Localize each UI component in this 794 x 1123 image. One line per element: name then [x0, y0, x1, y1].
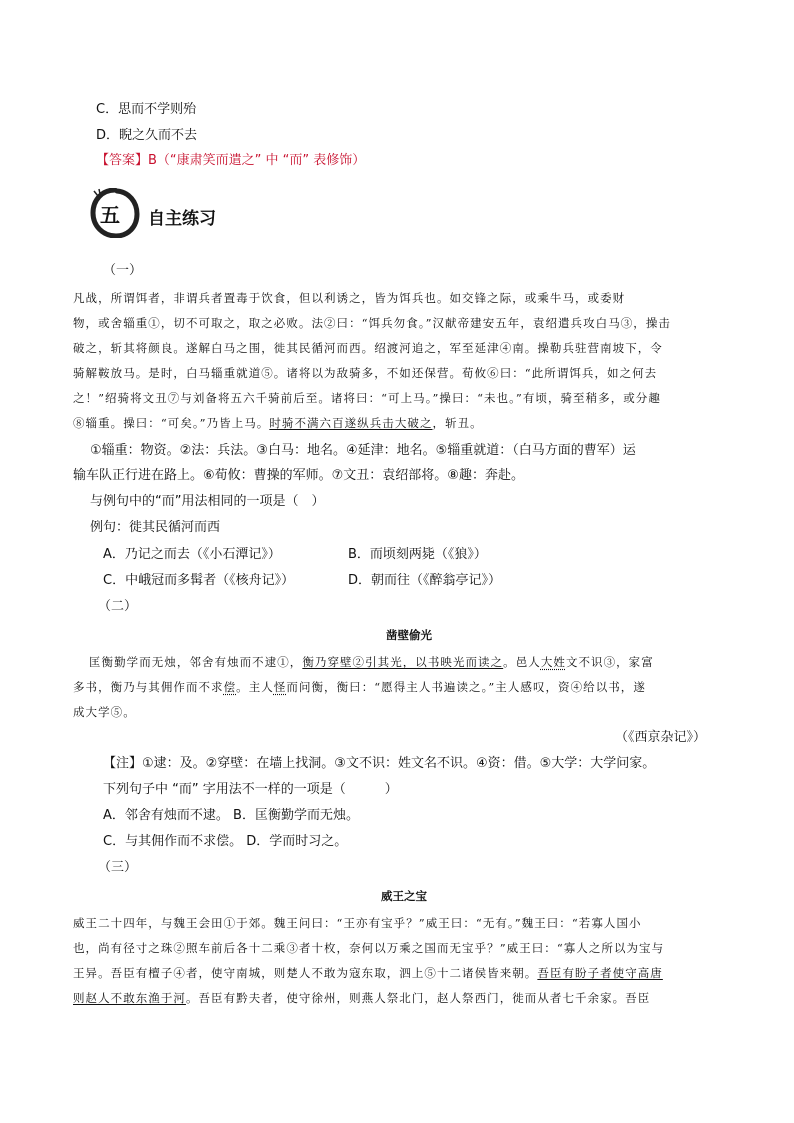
passage2-underlined: 衡乃穿壁②引其光，以书映光而读之 [302, 655, 504, 669]
passage2-line-1-c: 。邑人 [503, 655, 541, 669]
passage2-line-2-e: 而问衡，衡曰：“愿得主人书遍读之。”主人感叹，资④给以书，遂 [286, 680, 646, 694]
passage1-line-5: 之！”绍骑将文丑⑦与刘备将五六千骑前后至。诸将曰：“可上马。”操曰：“未也。”有顷，骑至稍多，或分趣 [73, 391, 661, 405]
section-number-badge [90, 188, 140, 238]
passage1-line-3: 破之，斩其将颜良。遂解白马之围，徙其民循河而西。绍渡河追之，军至延津④南。操勒兵驻营南坡下，令 [73, 341, 663, 355]
passage1-line-6-end: ，斩丑。 [432, 416, 483, 430]
passage3-title: 威王之宝 [381, 889, 427, 903]
passage1-heading: （一） [103, 263, 143, 278]
passage2-options-cd: C．与其佣作而不求偿。 D．学而时习之。 [103, 834, 348, 849]
passage3-underlined-2: 则赵人不敢东渔于河 [73, 991, 186, 1005]
passage3-line-3-a: 王异。吾臣有檀子④者，使守南城，则楚人不敢为寇东取，泗上⑤十二诸侯皆来朝。 [73, 966, 538, 980]
passage1-line-6 [73, 414, 483, 432]
dotted-word-guai: 怪 [273, 680, 287, 694]
passage2-line-2-c: 。主人 [236, 680, 274, 694]
passage2-notes: 【注】①逮：及。②穿壁：在墙上找洞。③文不识：姓文名不识。④资：借。⑤大学：大学问家。 [103, 756, 656, 771]
answer-text: B（“康肃笑而遣之” 中 “而” 表修饰） [148, 153, 366, 168]
passage1-line-6-start: ⑧辎重。操曰：“可矣。”乃皆上马。 [73, 416, 270, 430]
passage1-option-c: C．中峨冠而多髯者（《核舟记》） [103, 573, 295, 588]
passage2-line-2 [73, 678, 646, 696]
option-c: C．思而不学则殆 [96, 102, 197, 117]
passage2-options-ab: A．邻舍有烛而不逮。 B．匡衡勤学而无烛。 [103, 808, 359, 823]
passage1-notes-2: 输车队正行进在路上。⑥荀攸：曹操的军师。⑦文丑：袁绍部将。⑧趣：奔赴。 [73, 468, 524, 483]
passage3-line-1: 威王二十四年，与魏王会田①于郊。魏王问曰：“王亦有宝乎？”威王曰：“无有。”魏王曰：“若寡人国小 [73, 916, 642, 930]
passage2-line-1-a: 匡衡勤学而无烛，邻舍有烛而不逮①， [89, 655, 303, 669]
passage2-heading: （二） [98, 599, 138, 614]
answer-line [96, 152, 365, 170]
passage2-title: 凿壁偷光 [386, 628, 432, 642]
answer-label: 【答案】 [96, 153, 149, 168]
passage2-line-2-a: 多书，衡乃与其佣作而不求 [73, 680, 224, 694]
dotted-word-chang: 偿 [223, 680, 237, 694]
passage3-heading: （三） [98, 860, 138, 875]
passage1-option-a: A．乃记之而去（《小石潭记》） [103, 547, 281, 562]
passage1-question: 与例句中的“而”用法相同的一项是（ ） [90, 494, 325, 509]
passage2-source: （《西京杂记》） [615, 730, 707, 745]
passage3-line-2: 也，尚有径寸之珠②照车前后各十二乘③者十枚，奈何以万乘之国而无宝乎？”威王曰：“寡人之所以为宝与 [73, 941, 665, 955]
underlined-sentence: 时骑不满六百遂纵兵击大破之 [269, 416, 433, 430]
dotted-word-dasing: 大姓 [540, 655, 566, 669]
passage2-line-3: 成大学⑤。 [73, 705, 136, 719]
passage2-line-1-e: 文不识③，家富 [565, 655, 654, 669]
passage1-line-4: 骑解鞍放马。是时，白马辎重就道⑤。诸将以为敌骑多，不如还保营。荀攸⑥曰：“此所谓饵兵，如之何去 [73, 366, 658, 380]
passage1-example: 例句：徙其民循河而西 [90, 520, 221, 535]
section-number: 五 [100, 203, 120, 227]
passage3-line-4 [73, 989, 650, 1007]
passage1-line-1: 凡战，所谓饵者，非谓兵者置毒于饮食，但以利诱之，皆为饵兵也。如交锋之际，或乘牛马，或委财 [73, 291, 626, 305]
option-d: D．睨之久而不去 [96, 128, 198, 143]
section-title: 自主练习 [148, 209, 216, 229]
passage2-line-1 [89, 653, 654, 671]
passage3-line-4-b: 。吾臣有黔夫者，使守徐州，则燕人祭北门，赵人祭西门，徙而从者七千余家。吾臣 [185, 991, 651, 1005]
passage1-option-d: D．朝而往（《醉翁亭记》） [348, 573, 502, 588]
passage1-option-b: B．而顷刻两毙（《狼》） [348, 547, 487, 562]
passage3-underlined-1: 吾臣有盼子者使守高唐 [537, 966, 663, 980]
passage2-question: 下列句子中 “而” 字用法不一样的一项是（ ） [103, 782, 398, 797]
passage1-notes-1: ①辎重：物资。②法：兵法。③白马：地名。④延津：地名。⑤辎重就道：（白马方面的曹军）运 [90, 443, 636, 458]
passage3-line-3 [73, 964, 663, 982]
passage1-line-2: 物，或舍辎重①，切不可取之，取之必败。法②曰：“饵兵勿食。”汉献帝建安五年，袁绍遣兵攻白马③，操击 [73, 316, 671, 330]
